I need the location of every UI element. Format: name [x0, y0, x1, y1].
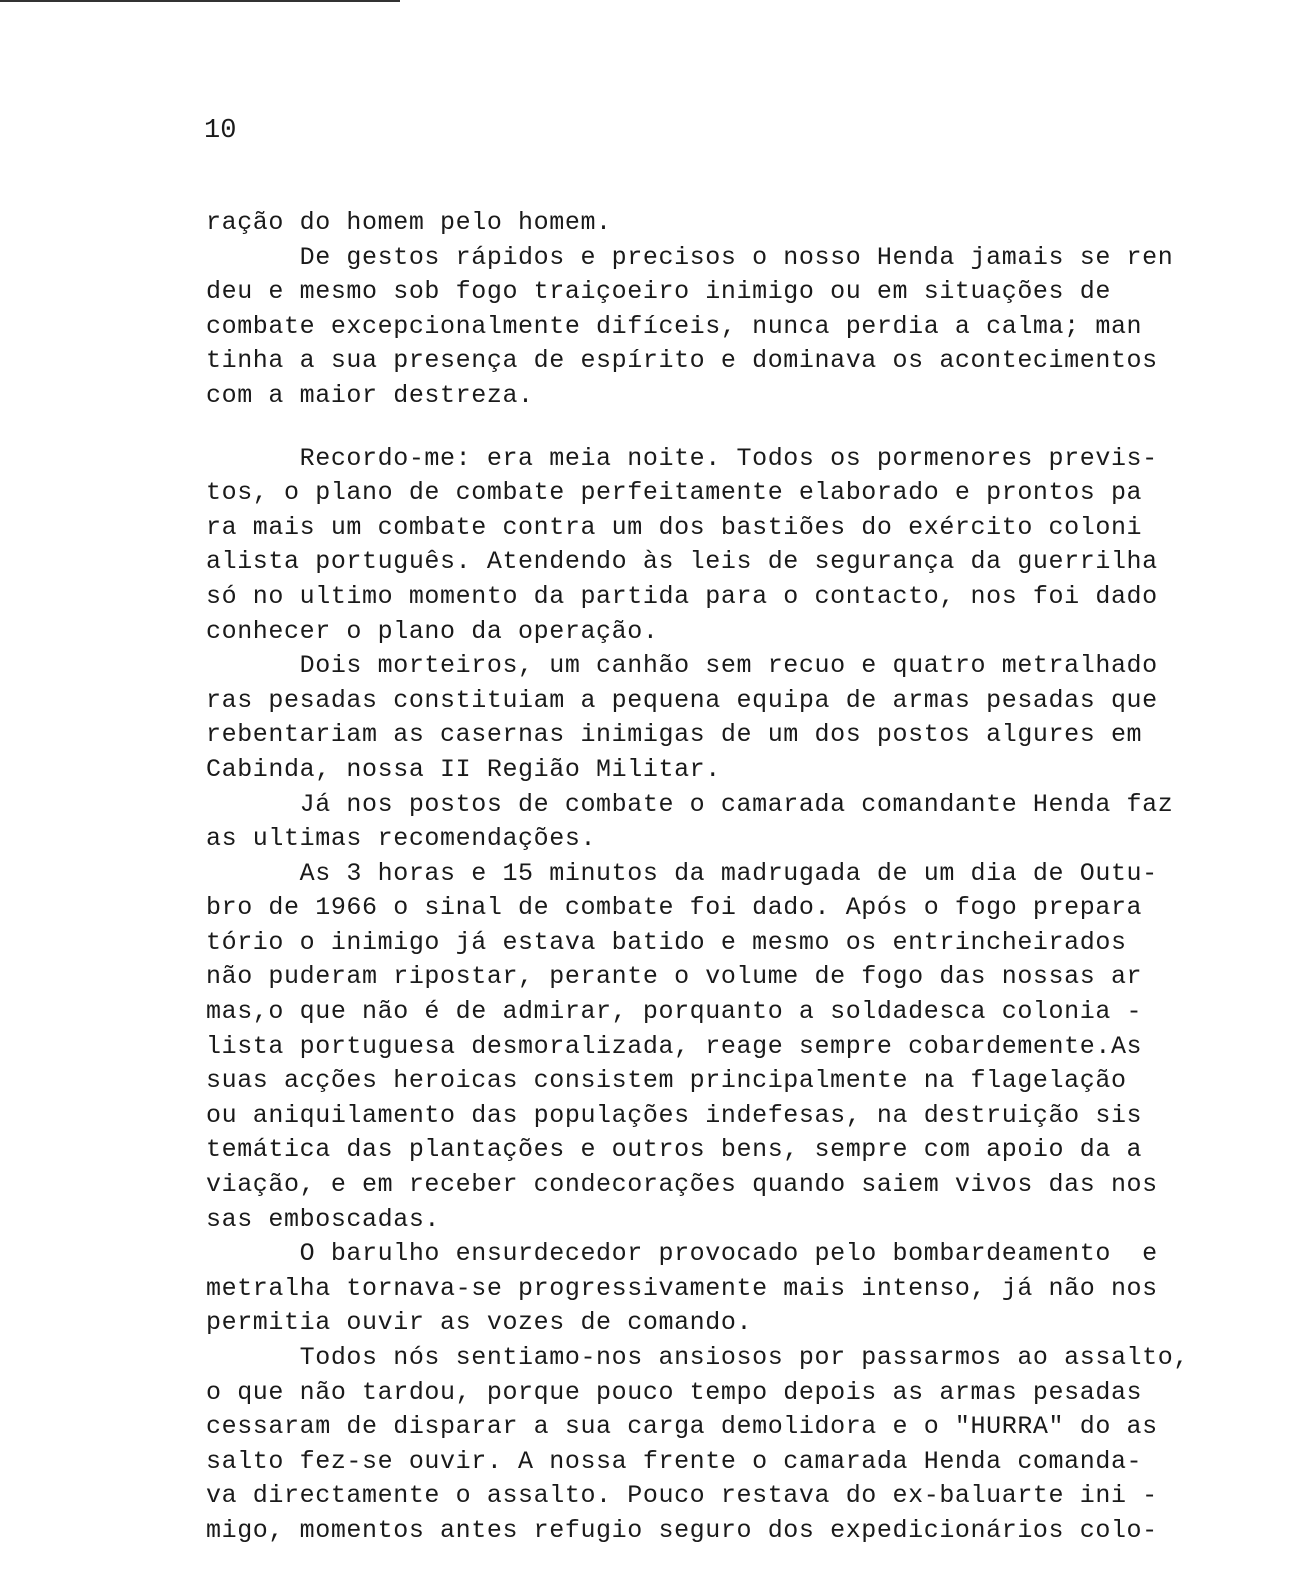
- text-line: permitia ouvir as vozes de comando.: [206, 1308, 753, 1338]
- paragraph-block-2: [206, 442, 1236, 1549]
- text-line: viação, e em receber condecorações quando saiem vivos das nos: [206, 1170, 1158, 1200]
- text-line: ras pesadas constituiam a pequena equipa de armas pesadas que: [206, 685, 1158, 715]
- text-line: suas acções heroicas consistem principalmente na flagelação: [206, 1066, 1127, 1096]
- document-body: [206, 206, 1236, 1549]
- text-line: ração do homem pelo homem.: [206, 208, 612, 237]
- text-line: va directamente o assalto. Pouco restava do ex-baluarte ini -: [206, 1481, 1158, 1511]
- text-line: ou aniquilamento das populações indefesas, na destruição sis: [206, 1100, 1143, 1130]
- text-line: não puderam ripostar, perante o volume de fogo das nossas ar: [206, 962, 1143, 992]
- paragraph-gap: [206, 414, 1236, 442]
- text-line: temática das plantações e outros bens, sempre com apoio da a: [206, 1135, 1143, 1165]
- text-line: com a maior destreza.: [206, 380, 534, 410]
- text-line: conhecer o plano da operação.: [206, 616, 659, 646]
- text-line: bro de 1966 o sinal de combate foi dado. Após o fogo prepara: [206, 893, 1143, 923]
- text-line: deu e mesmo sob fogo traiçoeiro inimigo ou em situações de: [206, 277, 1111, 307]
- text-line: O barulho ensurdecedor provocado pelo bombardeamento e: [206, 1239, 1158, 1269]
- scan-edge-mark: [0, 0, 400, 8]
- text-line: De gestos rápidos e precisos o nosso Henda jamais se ren: [206, 242, 1174, 272]
- text-line: mas,o que não é de admirar, porquanto a soldadesca colonia -: [206, 997, 1143, 1027]
- text-line: As 3 horas e 15 minutos da madrugada de um dia de Outu-: [206, 858, 1158, 888]
- text-line: Cabinda, nossa II Região Militar.: [206, 754, 721, 784]
- text-line: sas emboscadas.: [206, 1204, 441, 1234]
- text-line: ra mais um combate contra um dos bastiões do exército coloni: [206, 512, 1143, 542]
- paragraph-block-1: [206, 206, 1236, 414]
- text-line: rebentariam as casernas inimigas de um dos postos algures em: [206, 720, 1143, 750]
- text-line: combate excepcionalmente difíceis, nunca perdia a calma; man: [206, 311, 1143, 341]
- text-line: metralha tornava-se progressivamente mais intenso, já não nos: [206, 1273, 1158, 1303]
- text-line: lista portuguesa desmoralizada, reage sempre cobardemente.As: [206, 1031, 1143, 1061]
- text-line: tinha a sua presença de espírito e dominava os acontecimentos: [206, 346, 1158, 376]
- text-line: Recordo-me: era meia noite. Todos os pormenores previs-: [206, 443, 1158, 473]
- text-line: migo, momentos antes refugio seguro dos expedicionários colo-: [206, 1515, 1158, 1545]
- text-line: as ultimas recomendações.: [206, 824, 597, 854]
- text-line: Todos nós sentiamo-nos ansiosos por passarmos ao assalto,: [206, 1343, 1189, 1372]
- text-line: tos, o plano de combate perfeitamente elaborado e prontos pa: [206, 478, 1143, 508]
- text-line: salto fez-se ouvir. A nossa frente o camarada Henda comanda-: [206, 1446, 1143, 1476]
- text-line: cessaram de disparar a sua carga demolidora e o "HURRA" do as: [206, 1412, 1158, 1442]
- page-number: 10: [204, 116, 237, 146]
- text-line: Já nos postos de combate o camarada comandante Henda faz: [206, 789, 1174, 819]
- text-line: alista português. Atendendo às leis de segurança da guerrilha: [206, 547, 1158, 577]
- text-line: só no ultimo momento da partida para o contacto, nos foi dado: [206, 581, 1158, 611]
- text-line: Dois morteiros, um canhão sem recuo e quatro metralhado: [206, 651, 1158, 681]
- text-line: tório o inimigo já estava batido e mesmo os entrincheirados: [206, 927, 1127, 957]
- text-line: o que não tardou, porque pouco tempo depois as armas pesadas: [206, 1377, 1143, 1407]
